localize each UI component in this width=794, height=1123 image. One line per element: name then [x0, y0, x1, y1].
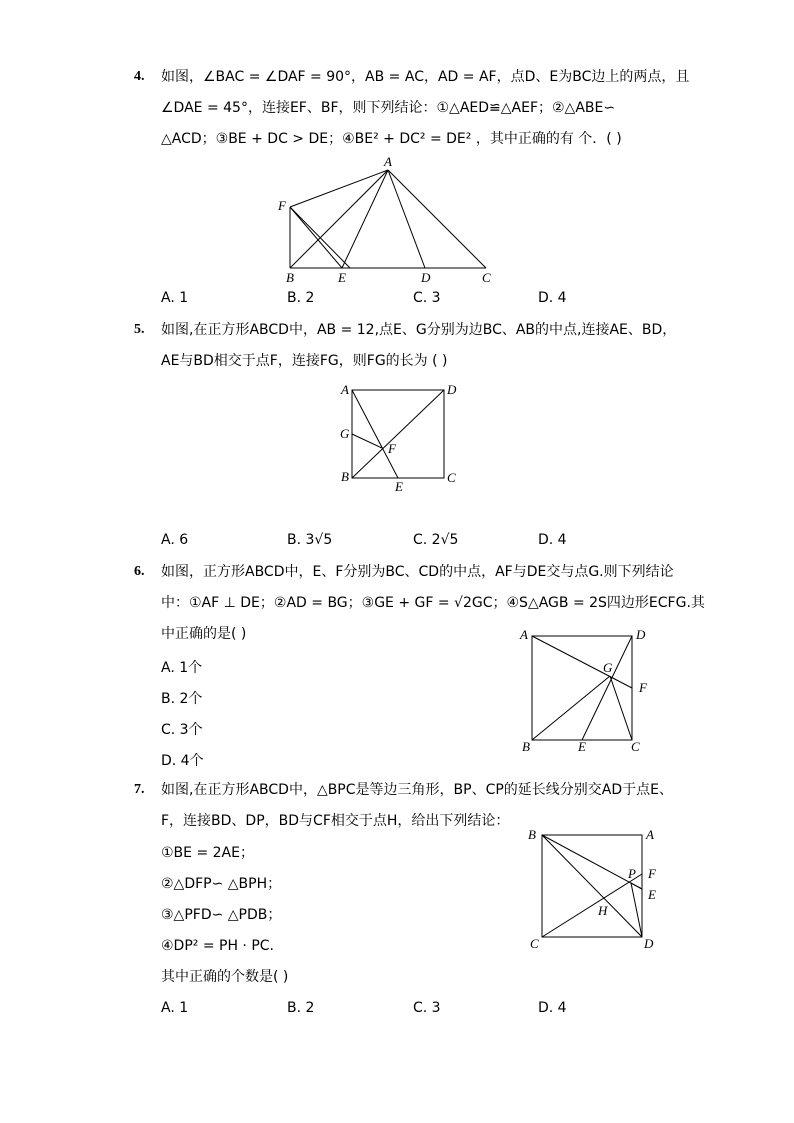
vertex-label: B: [341, 469, 349, 484]
vertex-label: D: [636, 627, 646, 642]
vertex-label: F: [639, 680, 647, 695]
option-c[interactable]: C. 2√5: [413, 532, 459, 548]
option-a[interactable]: A. 1个: [161, 660, 203, 676]
vertex-label: H: [598, 903, 608, 918]
statement-3: ③△PFD∽ △PDB；: [161, 907, 282, 923]
question-closing: 其中正确的个数是( ): [161, 969, 289, 985]
option-a[interactable]: A. 1: [161, 290, 189, 306]
question-number: 6.: [134, 564, 145, 579]
option-b[interactable]: B. 2个: [161, 691, 203, 707]
question-text-line: ∠DAE = 45°，连接EF、BF，则下列结论：①△AED≌△AEF；②△ABE∽: [161, 100, 616, 116]
statement-4: ④DP² = PH · PC.: [161, 938, 275, 954]
question-text-line: 如图，正方形ABCD中，E、F分别为BC、CD的中点，AF与DE交与点G.则下列结论: [161, 564, 674, 580]
vertex-label: A: [341, 382, 349, 397]
option-d[interactable]: D. 4: [538, 1000, 567, 1016]
question-text-line: △ACD；③BE + DC > DE；④BE² + DC² = DE² ，其中正确的有 个．( ): [161, 131, 622, 147]
vertex-label: E: [395, 479, 403, 494]
option-b[interactable]: B. 3√5: [287, 532, 333, 548]
vertex-label: B: [286, 270, 294, 285]
vertex-label: P: [628, 866, 636, 881]
question-text-line: AE与BD相交于点F，连接FG，则FG的长为 ( ): [161, 353, 448, 369]
vertex-label: A: [646, 827, 654, 842]
geometry-figure: [515, 624, 665, 758]
vertex-label: E: [338, 270, 346, 285]
geometry-figure: [330, 375, 470, 495]
vertex-label: C: [447, 470, 456, 485]
option-c[interactable]: C. 3: [413, 1000, 441, 1016]
vertex-label: C: [482, 270, 491, 285]
statement-1: ①BE = 2AE；: [161, 845, 254, 861]
option-a[interactable]: A. 6: [161, 532, 189, 548]
question-text-line: 如图,在正方形ABCD中，△BPC是等边三角形，BP、CP的延长线分别交AD于点E、: [161, 782, 673, 798]
question-text-line: F，连接BD、DP，BD与CF相交于点H，给出下列结论：: [161, 813, 510, 829]
option-b[interactable]: B. 2: [287, 290, 315, 306]
vertex-label: D: [421, 270, 431, 285]
vertex-label: D: [644, 936, 654, 951]
vertex-label: C: [631, 739, 640, 754]
question-text-line: 中正确的是( ): [161, 626, 247, 642]
option-b[interactable]: B. 2: [287, 1000, 315, 1016]
vertex-label: G: [340, 426, 350, 441]
vertex-label: A: [384, 154, 392, 169]
vertex-label: A: [520, 627, 528, 642]
vertex-label: B: [522, 739, 530, 754]
vertex-label: B: [528, 827, 536, 842]
option-d[interactable]: D. 4个: [161, 753, 204, 769]
question-number: 4.: [134, 69, 145, 84]
vertex-label: F: [648, 866, 656, 881]
question-text-line: 如图,在正方形ABCD中，AB = 12,点E、G分别为边BC、AB的中点,连接AE、BD，: [161, 322, 677, 338]
vertex-label: F: [388, 441, 396, 456]
option-a[interactable]: A. 1: [161, 1000, 189, 1016]
question-number: 5.: [134, 322, 145, 337]
option-d[interactable]: D. 4: [538, 290, 567, 306]
question-number: 7.: [134, 782, 145, 797]
geometry-figure: [520, 822, 670, 954]
question-text-line: 如图，∠BAC = ∠DAF = 90°，AB = AC，AD = AF，点D、E为BC边上的两点，且: [161, 69, 690, 85]
vertex-label: F: [278, 198, 286, 213]
statement-2: ②△DFP∽ △BPH；: [161, 876, 282, 892]
vertex-label: E: [578, 739, 586, 754]
option-c[interactable]: C. 3: [413, 290, 441, 306]
vertex-label: C: [530, 936, 539, 951]
option-c[interactable]: C. 3个: [161, 722, 203, 738]
vertex-label: D: [447, 382, 457, 397]
vertex-label: E: [648, 887, 656, 902]
geometry-figure: [270, 150, 510, 290]
question-text-line: 中：①AF ⊥ DE；②AD = BG；③GE + GF = √2GC；④S△AGB = 2S四边形ECFG.其: [161, 595, 705, 611]
vertex-label: G: [603, 660, 613, 675]
option-d[interactable]: D. 4: [538, 532, 567, 548]
